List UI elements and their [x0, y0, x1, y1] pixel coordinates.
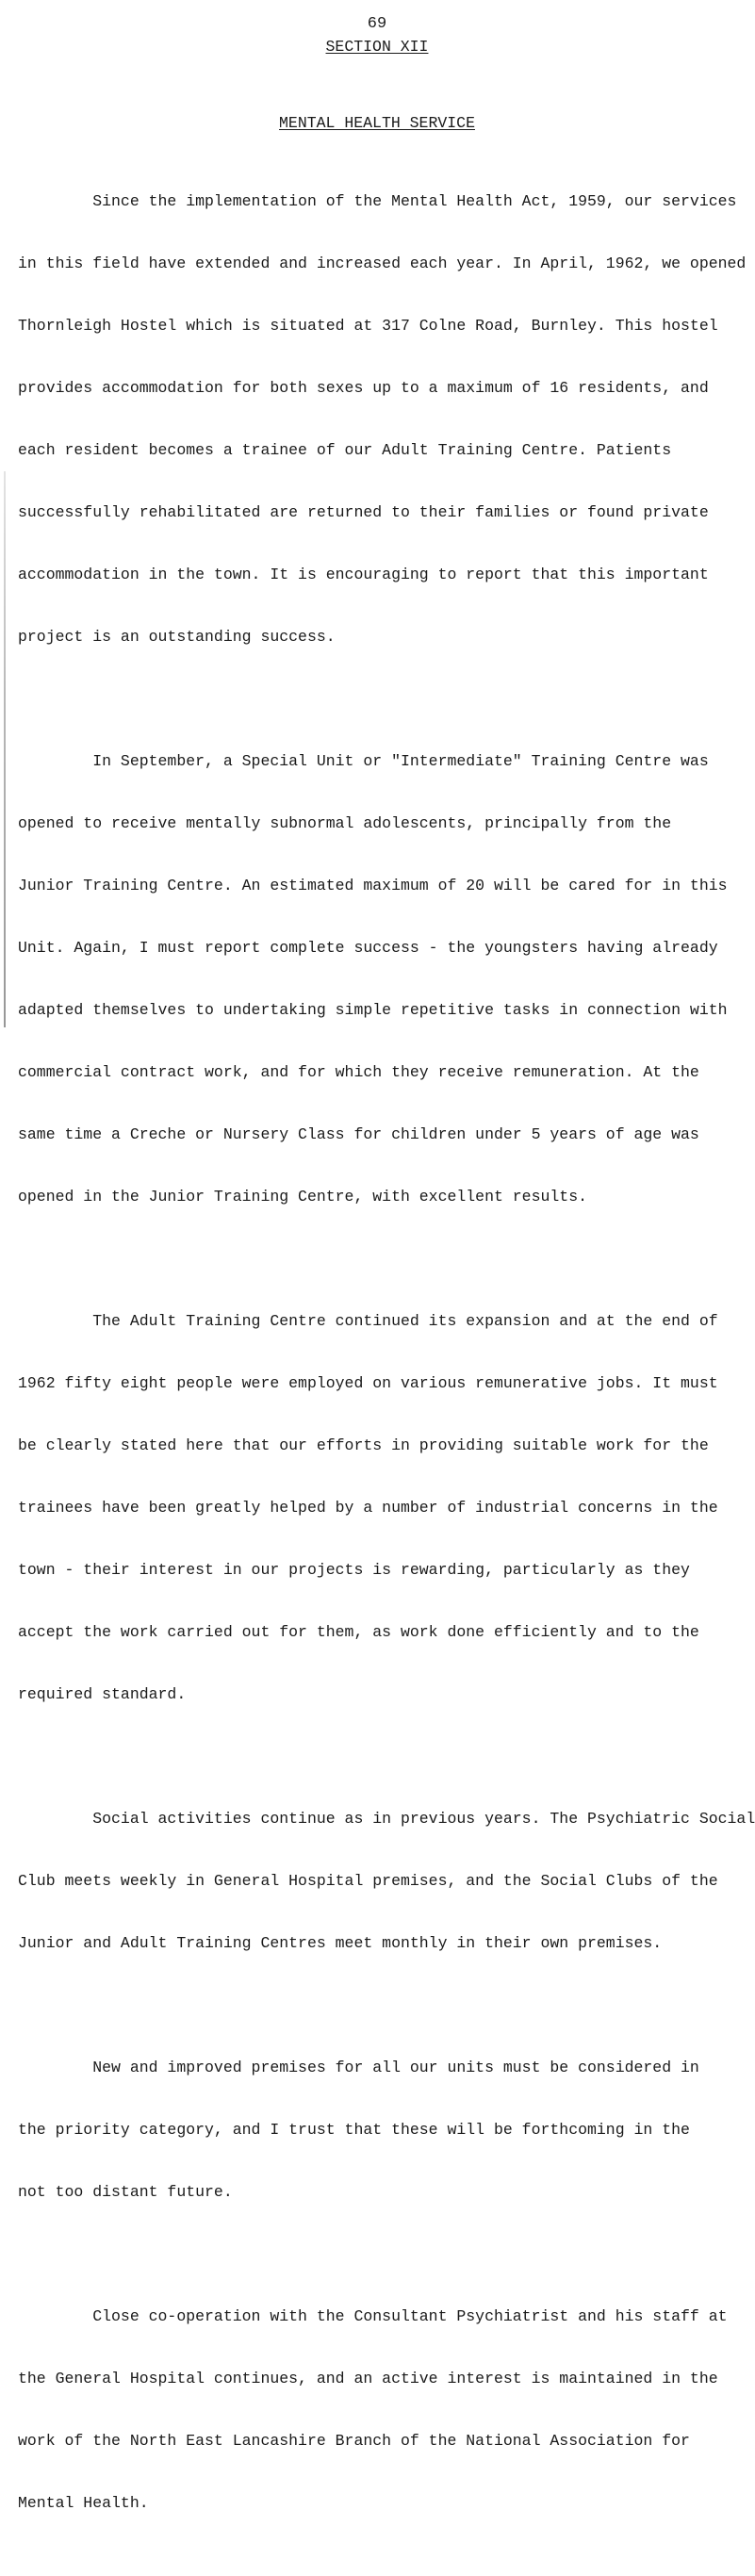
text-line: each resident becomes a trainee of our Adult Training Centre. Patients: [18, 441, 672, 459]
body-text: [18, 150, 755, 2576]
text-line: Junior and Adult Training Centres meet monthly in their own premises.: [18, 1934, 663, 1952]
text-line: Close co-operation with the Consultant Psychiatrist and his staff at: [18, 2307, 728, 2325]
text-line: adapted themselves to undertaking simple repetitive tasks in connection with: [18, 1001, 728, 1019]
text-line: provides accommodation for both sexes up to a maximum of 16 residents, and: [18, 379, 709, 397]
text-line: the General Hospital continues, and an active interest is maintained in the: [18, 2370, 718, 2387]
text-line: The Adult Training Centre continued its expansion and at the end of: [18, 1312, 718, 1330]
text-line: Club meets weekly in General Hospital premises, and the Social Clubs of the: [18, 1872, 718, 1890]
text-line: accept the work carried out for them, as work done efficiently and to the: [18, 1623, 699, 1641]
text-line: be clearly stated here that our efforts in providing suitable work for the: [18, 1436, 709, 1454]
text-line: In September, a Special Unit or "Intermediate" Training Centre was: [18, 752, 709, 770]
text-line: New and improved premises for all our units must be considered in: [18, 2059, 699, 2076]
text-line: 1962 fifty eight people were employed on various remunerative jobs. It must: [18, 1374, 718, 1392]
text-line: required standard.: [18, 1685, 187, 1703]
text-line: Unit. Again, I must report complete success - the youngsters having already: [18, 939, 718, 957]
paragraph-new-premises: [18, 2016, 744, 2244]
text-line: Since the implementation of the Mental Health Act, 1959, our services: [18, 192, 737, 210]
paragraph-special-unit: [18, 710, 744, 1249]
paragraph-social-activities: [18, 1767, 755, 1995]
text-line: successfully rehabilitated are returned to their families or found private: [18, 503, 709, 521]
text-line: trainees have been greatly helped by a number of industrial concerns in the: [18, 1499, 718, 1517]
text-line: Social activities continue as in previous years. The Psychiatric Social: [18, 1810, 755, 1828]
text-line: opened to receive mentally subnormal adolescents, principally from the: [18, 814, 672, 832]
text-line: in this field have extended and increased each year. In April, 1962, we opened: [18, 254, 747, 272]
page-number: 69: [367, 15, 387, 33]
text-line: town - their interest in our projects is rewarding, particularly as they: [18, 1561, 690, 1579]
text-line: opened in the Junior Training Centre, with excellent results.: [18, 1188, 587, 1206]
binding-edge-shadow: [4, 471, 6, 1027]
text-line: Thornleigh Hostel which is situated at 317 Colne Road, Burnley. This hostel: [18, 317, 718, 335]
page-title: MENTAL HEALTH SERVICE: [279, 114, 475, 132]
paragraph-co-operation: [18, 2265, 744, 2555]
text-line: project is an outstanding success.: [18, 628, 336, 646]
paragraph-act-services: [18, 150, 747, 689]
text-line: the priority category, and I trust that these will be forthcoming in the: [18, 2121, 690, 2139]
text-line: work of the North East Lancashire Branch of the National Association for: [18, 2432, 690, 2450]
text-line: Junior Training Centre. An estimated maximum of 20 will be cared for in this: [18, 877, 728, 894]
section-title: SECTION XII: [325, 38, 429, 56]
text-line: accommodation in the town. It is encouraging to report that this important: [18, 566, 709, 583]
text-line: not too distant future.: [18, 2183, 233, 2201]
paragraph-adult-training-centre: [18, 1270, 744, 1747]
text-line: Mental Health.: [18, 2494, 149, 2512]
text-line: commercial contract work, and for which they receive remuneration. At the: [18, 1063, 699, 1081]
text-line: same time a Creche or Nursery Class for children under 5 years of age was: [18, 1125, 699, 1143]
